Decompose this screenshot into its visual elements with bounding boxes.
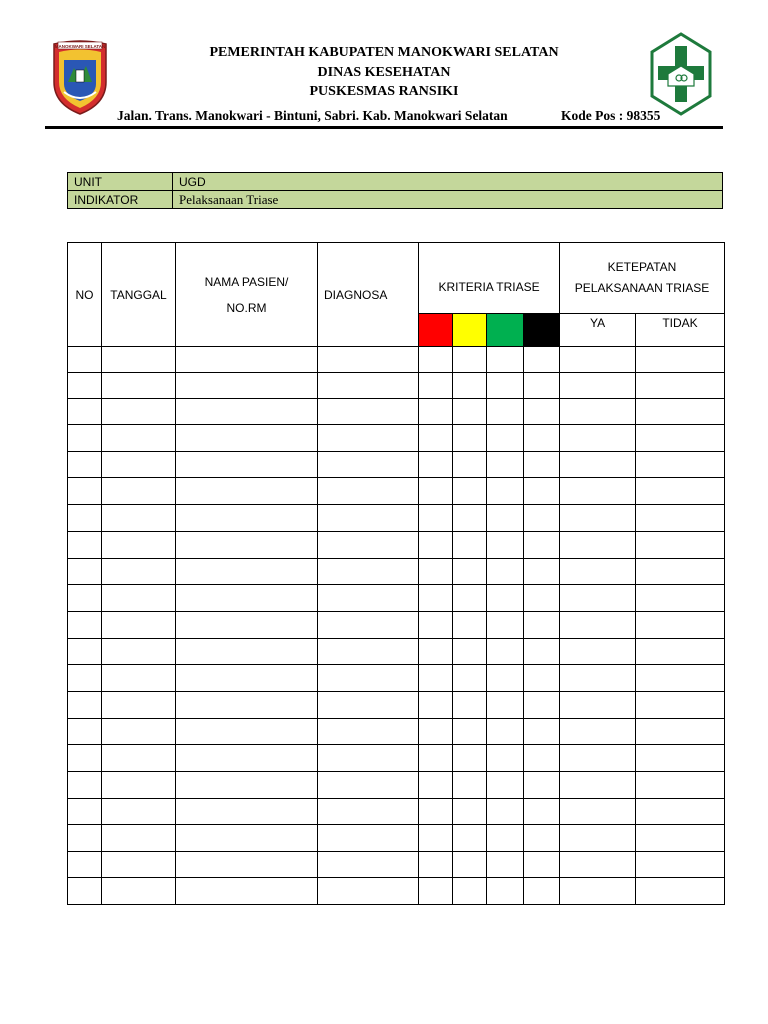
- address-text: Jalan. Trans. Manokwari - Bintuni, Sabri. Kab. Manokwari Selatan: [117, 108, 508, 123]
- table-cell[interactable]: [318, 505, 419, 532]
- table-row: [68, 665, 725, 692]
- table-cell[interactable]: [560, 532, 636, 559]
- table-cell[interactable]: [102, 772, 176, 799]
- table-cell[interactable]: [453, 745, 487, 772]
- table-cell[interactable]: [68, 719, 102, 745]
- header-government: PEMERINTAH KABUPATEN MANOKWARI SELATAN: [209, 45, 559, 60]
- table-cell[interactable]: [68, 612, 102, 639]
- header-no: NO: [68, 243, 102, 347]
- triage-red-swatch: [419, 314, 453, 347]
- table-row: [68, 347, 725, 373]
- table-cell[interactable]: [453, 639, 487, 665]
- table-cell[interactable]: [524, 399, 560, 425]
- table-cell[interactable]: [524, 745, 560, 772]
- table-cell[interactable]: [102, 825, 176, 852]
- table-cell[interactable]: [419, 612, 453, 639]
- table-cell[interactable]: [68, 878, 102, 905]
- table-cell[interactable]: [318, 692, 419, 719]
- table-cell[interactable]: [524, 505, 560, 532]
- table-cell[interactable]: [560, 799, 636, 825]
- table-cell[interactable]: [68, 559, 102, 585]
- table-cell[interactable]: [176, 399, 318, 425]
- table-cell[interactable]: [636, 532, 725, 559]
- table-cell[interactable]: [487, 878, 524, 905]
- table-cell[interactable]: [102, 665, 176, 692]
- info-row-indikator: [68, 191, 723, 209]
- table-cell[interactable]: [102, 373, 176, 399]
- table-cell[interactable]: [176, 799, 318, 825]
- table-cell[interactable]: [102, 878, 176, 905]
- table-cell[interactable]: [453, 425, 487, 452]
- table-cell[interactable]: [318, 745, 419, 772]
- table-cell[interactable]: [176, 852, 318, 878]
- table-cell[interactable]: [524, 825, 560, 852]
- table-cell[interactable]: [68, 825, 102, 852]
- table-cell[interactable]: [419, 585, 453, 612]
- table-cell[interactable]: [318, 532, 419, 559]
- table-cell[interactable]: [318, 772, 419, 799]
- table-cell[interactable]: [419, 772, 453, 799]
- table-cell[interactable]: [560, 373, 636, 399]
- table-cell[interactable]: [419, 745, 453, 772]
- table-cell[interactable]: [176, 719, 318, 745]
- table-cell[interactable]: [176, 478, 318, 505]
- table-cell[interactable]: [487, 373, 524, 399]
- table-row: [68, 585, 725, 612]
- table-cell[interactable]: [318, 478, 419, 505]
- triage-green-swatch: [487, 314, 524, 347]
- table-cell[interactable]: [560, 852, 636, 878]
- table-cell[interactable]: [419, 852, 453, 878]
- table-cell[interactable]: [68, 399, 102, 425]
- table-cell[interactable]: [487, 585, 524, 612]
- header-divider: [45, 126, 723, 129]
- table-cell[interactable]: [102, 532, 176, 559]
- table-cell[interactable]: [453, 532, 487, 559]
- table-cell[interactable]: [453, 612, 487, 639]
- table-cell[interactable]: [453, 452, 487, 478]
- table-cell[interactable]: [560, 452, 636, 478]
- table-cell[interactable]: [453, 852, 487, 878]
- table-cell[interactable]: [318, 852, 419, 878]
- table-cell[interactable]: [487, 772, 524, 799]
- table-cell[interactable]: [176, 347, 318, 373]
- table-row: [68, 825, 725, 852]
- table-cell[interactable]: [176, 425, 318, 452]
- table-cell[interactable]: [318, 559, 419, 585]
- table-cell[interactable]: [419, 425, 453, 452]
- table-cell[interactable]: [636, 452, 725, 478]
- table-cell[interactable]: [318, 825, 419, 852]
- table-row: [68, 559, 725, 585]
- table-cell[interactable]: [318, 878, 419, 905]
- table-cell[interactable]: [487, 559, 524, 585]
- table-row: [68, 612, 725, 639]
- table-cell[interactable]: [453, 559, 487, 585]
- table-cell[interactable]: [487, 505, 524, 532]
- table-cell[interactable]: [453, 825, 487, 852]
- table-cell[interactable]: [560, 772, 636, 799]
- table-cell[interactable]: [102, 347, 176, 373]
- table-row: [68, 745, 725, 772]
- table-cell[interactable]: [453, 692, 487, 719]
- table-cell[interactable]: [419, 347, 453, 373]
- table-cell[interactable]: [102, 425, 176, 452]
- postal-code: Kode Pos : 98355: [561, 108, 661, 123]
- table-row: [68, 799, 725, 825]
- table-cell[interactable]: [318, 799, 419, 825]
- table-cell[interactable]: [560, 692, 636, 719]
- table-cell[interactable]: [560, 639, 636, 665]
- table-cell[interactable]: [68, 532, 102, 559]
- triage-yellow-swatch: [453, 314, 487, 347]
- table-cell[interactable]: [176, 825, 318, 852]
- table-cell[interactable]: [68, 452, 102, 478]
- table-cell[interactable]: [487, 612, 524, 639]
- table-cell[interactable]: [68, 585, 102, 612]
- table-cell[interactable]: [560, 399, 636, 425]
- table-cell[interactable]: [453, 399, 487, 425]
- table-cell[interactable]: [560, 878, 636, 905]
- table-cell[interactable]: [524, 425, 560, 452]
- table-cell[interactable]: [560, 745, 636, 772]
- table-cell[interactable]: [560, 719, 636, 745]
- table-cell[interactable]: [524, 665, 560, 692]
- table-cell[interactable]: [487, 799, 524, 825]
- table-cell[interactable]: [68, 745, 102, 772]
- table-cell[interactable]: [419, 373, 453, 399]
- table-cell[interactable]: [524, 559, 560, 585]
- table-cell[interactable]: [102, 745, 176, 772]
- table-cell[interactable]: [524, 692, 560, 719]
- header-kriteria-triase: KRITERIA TRIASE: [419, 243, 560, 314]
- table-cell[interactable]: [176, 559, 318, 585]
- table-cell[interactable]: [487, 478, 524, 505]
- table-cell[interactable]: [318, 639, 419, 665]
- table-cell[interactable]: [524, 532, 560, 559]
- table-cell[interactable]: [636, 745, 725, 772]
- table-cell[interactable]: [68, 665, 102, 692]
- table-cell[interactable]: [636, 772, 725, 799]
- table-cell[interactable]: [419, 692, 453, 719]
- table-cell[interactable]: [68, 799, 102, 825]
- table-cell[interactable]: [176, 772, 318, 799]
- table-cell[interactable]: [176, 612, 318, 639]
- table-cell[interactable]: [524, 612, 560, 639]
- info-value-indikator: Pelaksanaan Triase: [173, 191, 723, 209]
- table-cell[interactable]: [419, 719, 453, 745]
- table-cell[interactable]: [636, 478, 725, 505]
- header-address-line: [117, 108, 677, 124]
- table-cell[interactable]: [68, 347, 102, 373]
- table-cell[interactable]: [560, 585, 636, 612]
- table-cell[interactable]: [636, 852, 725, 878]
- info-label-indikator: INDIKATOR: [68, 191, 173, 209]
- header-ketepatan-line1: KETEPATAN: [607, 260, 677, 274]
- table-cell[interactable]: [453, 772, 487, 799]
- table-cell[interactable]: [453, 373, 487, 399]
- table-cell[interactable]: [453, 665, 487, 692]
- table-cell[interactable]: [176, 373, 318, 399]
- table-cell[interactable]: [453, 719, 487, 745]
- table-row: [68, 878, 725, 905]
- table-row: [68, 692, 725, 719]
- table-cell[interactable]: [636, 692, 725, 719]
- header-ya: YA: [560, 314, 636, 347]
- table-cell[interactable]: [68, 425, 102, 452]
- crest-banner-text: MANOKWARI SELATAN: [54, 44, 106, 49]
- table-cell[interactable]: [318, 373, 419, 399]
- table-cell[interactable]: [636, 585, 725, 612]
- info-label-unit: UNIT: [68, 173, 173, 191]
- table-cell[interactable]: [487, 347, 524, 373]
- table-cell[interactable]: [318, 612, 419, 639]
- table-cell[interactable]: [453, 878, 487, 905]
- table-cell[interactable]: [318, 719, 419, 745]
- table-cell[interactable]: [636, 425, 725, 452]
- table-cell[interactable]: [487, 532, 524, 559]
- table-cell[interactable]: [636, 505, 725, 532]
- header-department: DINAS KESEHATAN: [317, 65, 451, 80]
- table-cell[interactable]: [176, 665, 318, 692]
- table-cell[interactable]: [636, 878, 725, 905]
- table-row: [68, 532, 725, 559]
- table-cell[interactable]: [102, 452, 176, 478]
- table-cell[interactable]: [636, 639, 725, 665]
- table-cell[interactable]: [68, 772, 102, 799]
- table-cell[interactable]: [419, 665, 453, 692]
- table-cell[interactable]: [176, 692, 318, 719]
- table-row: [68, 505, 725, 532]
- header-nama-line1: NAMA PASIEN/: [204, 274, 289, 289]
- table-cell[interactable]: [487, 425, 524, 452]
- table-cell[interactable]: [524, 347, 560, 373]
- table-cell[interactable]: [419, 799, 453, 825]
- header-nama-line2: NO.RM: [226, 300, 267, 315]
- table-cell[interactable]: [487, 639, 524, 665]
- table-cell[interactable]: [419, 639, 453, 665]
- table-cell[interactable]: [453, 799, 487, 825]
- table-cell[interactable]: [318, 452, 419, 478]
- table-cell[interactable]: [453, 478, 487, 505]
- table-cell[interactable]: [560, 505, 636, 532]
- table-cell[interactable]: [318, 399, 419, 425]
- table-row: [68, 719, 725, 745]
- table-cell[interactable]: [636, 612, 725, 639]
- table-cell[interactable]: [636, 719, 725, 745]
- table-cell[interactable]: [636, 373, 725, 399]
- table-cell[interactable]: [419, 399, 453, 425]
- table-cell[interactable]: [419, 878, 453, 905]
- table-cell[interactable]: [102, 852, 176, 878]
- table-cell[interactable]: [102, 639, 176, 665]
- table-cell[interactable]: [524, 478, 560, 505]
- table-cell[interactable]: [487, 825, 524, 852]
- table-cell[interactable]: [560, 425, 636, 452]
- table-cell[interactable]: [102, 585, 176, 612]
- header-diagnosa: DIAGNOSA: [318, 243, 419, 347]
- table-cell[interactable]: [487, 452, 524, 478]
- table-cell[interactable]: [560, 665, 636, 692]
- table-cell[interactable]: [176, 639, 318, 665]
- table-cell[interactable]: [318, 585, 419, 612]
- table-cell[interactable]: [560, 825, 636, 852]
- table-row: [68, 478, 725, 505]
- table-cell[interactable]: [176, 878, 318, 905]
- table-cell[interactable]: [68, 852, 102, 878]
- table-cell[interactable]: [524, 452, 560, 478]
- table-cell[interactable]: [102, 692, 176, 719]
- table-cell[interactable]: [524, 639, 560, 665]
- table-cell[interactable]: [487, 852, 524, 878]
- table-cell[interactable]: [68, 505, 102, 532]
- table-cell[interactable]: [636, 399, 725, 425]
- header-tanggal: TANGGAL: [102, 243, 176, 347]
- table-cell[interactable]: [318, 425, 419, 452]
- table-cell[interactable]: [524, 799, 560, 825]
- table-cell[interactable]: [453, 505, 487, 532]
- table-cell[interactable]: [419, 825, 453, 852]
- triage-table: [67, 242, 725, 905]
- table-row: [68, 852, 725, 878]
- table-cell[interactable]: [524, 719, 560, 745]
- table-cell[interactable]: [176, 452, 318, 478]
- table-cell[interactable]: [102, 478, 176, 505]
- table-cell[interactable]: [419, 505, 453, 532]
- table-cell[interactable]: [487, 399, 524, 425]
- table-row: [68, 639, 725, 665]
- table-cell[interactable]: [102, 799, 176, 825]
- table-cell[interactable]: [102, 559, 176, 585]
- table-cell[interactable]: [318, 347, 419, 373]
- table-cell[interactable]: [68, 373, 102, 399]
- table-cell[interactable]: [176, 532, 318, 559]
- table-cell[interactable]: [419, 452, 453, 478]
- table-cell[interactable]: [636, 559, 725, 585]
- table-row: [68, 452, 725, 478]
- table-cell[interactable]: [453, 347, 487, 373]
- table-cell[interactable]: [419, 478, 453, 505]
- table-cell[interactable]: [524, 772, 560, 799]
- table-cell[interactable]: [176, 745, 318, 772]
- table-row: [68, 399, 725, 425]
- table-cell[interactable]: [176, 585, 318, 612]
- table-cell[interactable]: [524, 585, 560, 612]
- table-cell[interactable]: [560, 478, 636, 505]
- table-cell[interactable]: [453, 585, 487, 612]
- table-cell[interactable]: [560, 347, 636, 373]
- table-row: [68, 772, 725, 799]
- table-cell[interactable]: [524, 852, 560, 878]
- header-puskesmas: PUSKESMAS RANSIKI: [309, 84, 459, 99]
- table-cell[interactable]: [560, 612, 636, 639]
- table-cell[interactable]: [102, 612, 176, 639]
- table-cell[interactable]: [419, 559, 453, 585]
- table-row: [68, 425, 725, 452]
- info-table: [67, 172, 723, 209]
- info-value-unit: UGD: [173, 173, 723, 191]
- table-cell[interactable]: [636, 347, 725, 373]
- table-cell[interactable]: [524, 878, 560, 905]
- table-cell[interactable]: [68, 478, 102, 505]
- table-cell[interactable]: [487, 692, 524, 719]
- header-ketepatan: [560, 243, 725, 314]
- header-nama-pasien: [176, 243, 318, 347]
- header-ketepatan-line2: PELAKSANAAN TRIASE: [574, 281, 710, 295]
- table-cell[interactable]: [524, 373, 560, 399]
- table-cell[interactable]: [102, 719, 176, 745]
- table-cell[interactable]: [176, 505, 318, 532]
- table-cell[interactable]: [102, 399, 176, 425]
- table-cell[interactable]: [419, 532, 453, 559]
- table-cell[interactable]: [102, 505, 176, 532]
- table-row: [68, 373, 725, 399]
- table-cell[interactable]: [636, 799, 725, 825]
- table-cell[interactable]: [487, 745, 524, 772]
- table-cell[interactable]: [68, 692, 102, 719]
- triage-black-swatch: [524, 314, 560, 347]
- table-cell[interactable]: [487, 719, 524, 745]
- info-row-unit: [68, 173, 723, 191]
- table-cell[interactable]: [636, 825, 725, 852]
- table-cell[interactable]: [560, 559, 636, 585]
- header-tidak: TIDAK: [636, 314, 725, 347]
- table-cell[interactable]: [487, 665, 524, 692]
- table-body: [68, 347, 725, 905]
- table-cell[interactable]: [68, 639, 102, 665]
- table-cell[interactable]: [636, 665, 725, 692]
- table-cell[interactable]: [318, 665, 419, 692]
